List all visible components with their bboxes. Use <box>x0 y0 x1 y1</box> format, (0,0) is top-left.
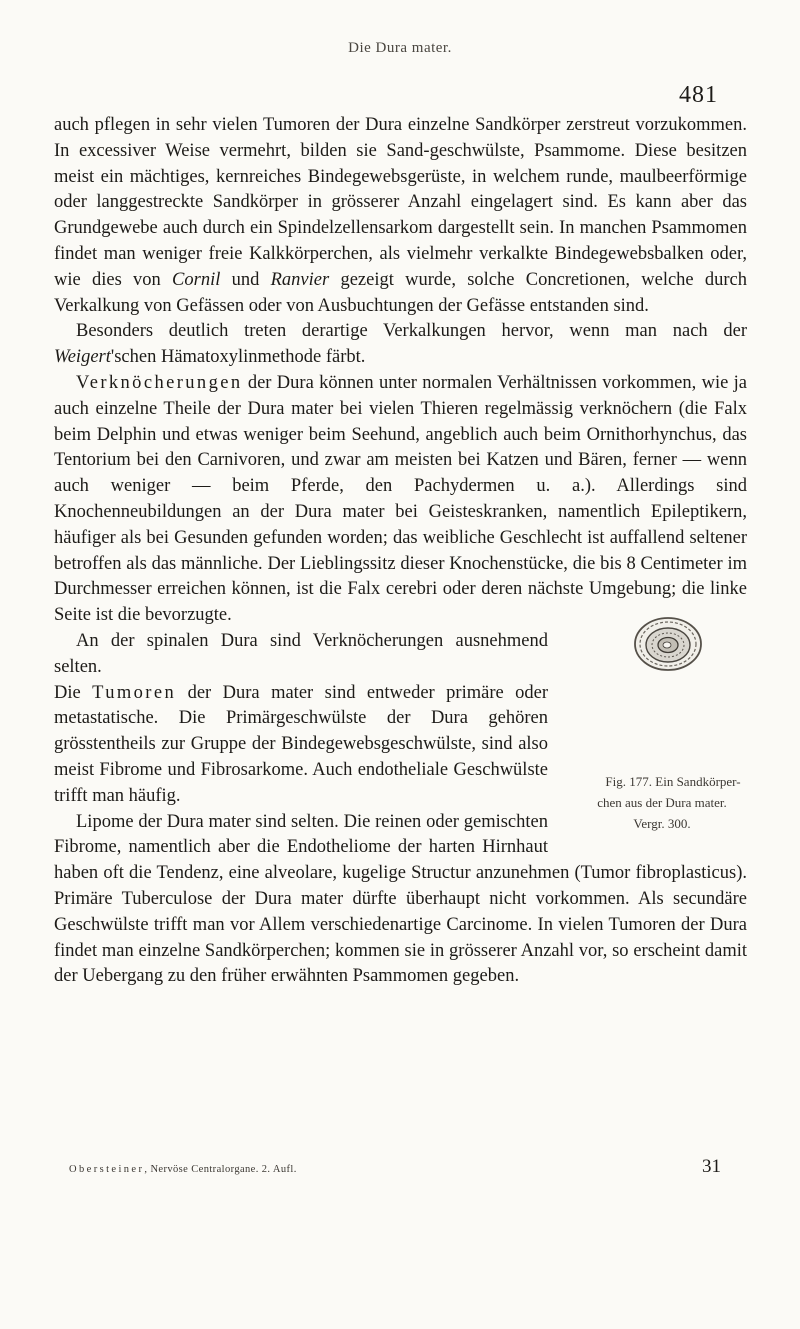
text-run: der Dura mater sind entweder primäre oder metastatische. Die Primärgeschwülste der Dura gehören grösstentheils zur Gruppe der Bindegewebsgeschwülste, sind also meist Fibrome und Fibrosarkome. Auch endotheliale Geschwülste trifft man häufig. <box>54 682 549 806</box>
paragraph: An der spinalen Dura sind Verknöcherungen ausnehmend selten. <box>54 630 548 677</box>
body-text <box>54 113 747 990</box>
figure-caption <box>562 771 762 834</box>
figure-177 <box>558 605 758 860</box>
signature-mark: 31 <box>702 1156 721 1177</box>
text-run: Die <box>54 682 93 703</box>
sand-grain-illustration-icon <box>632 615 704 673</box>
text-run: der Dura können unter normalen Verhältnissen vorkommen, wie ja auch einzelne Theile der Dura mater bei vielen Thieren regelmässig verknöchern (die Falx beim Delphin und etwas weniger beim Seehund, angeblich auch beim Ornithorhynchus, das Tentorium bei den Carnivoren, und zwar am meisten bei Katzen und Bären, ferner — wenn auch weniger — beim Pferde, den Pachydermen u. a.). Allerdings sind Knochenneubildungen an der Dura mater bei Geisteskranken, namentlich Epileptikern, häufiger als bei Gesunden gefunden worden; das weibliche Geschlecht ist auffallend seltener betroffen als das männliche. Der Lieblingssitz dieser Knochenstücke, die bis 8 Centimeter im Durchmesser erreichen können, ist die Falx cerebri oder deren nächste Umgebung; die linke Seite ist die bevorzugte. <box>54 372 747 626</box>
author-name-ranvier: Ranvier <box>270 269 330 290</box>
section-keyword-tumoren: Tumoren <box>92 682 177 703</box>
author-name-cornil: Cornil <box>172 269 221 290</box>
footer-book-info <box>69 1164 297 1175</box>
author-name-weigert: Weigert <box>54 347 111 368</box>
section-keyword-verknoecherungen: Verknöcherungen <box>76 372 243 393</box>
text-run: auch pflegen in sehr vielen Tumoren der Dura einzelne Sandkörper zerstreut vorzukommen. In excessiver Weise vermehrt, bilden sie Sand-geschwülste, Psammome. Diese besitzen meist ein mächtiges, kernreiches Bindegewebsgerüste, in welchem runde, maulbeerförmige oder langgestreckte Sandkörper in grösserer Anzahl eingelagert sind. Es kann aber das Grundgewebe auch durch ein Spindelzellensarkom dargestellt sein. In manchen Psammomen findet man weniger freie Kalkkörperchen, als vielmehr verkalkte Bindegewebsbalken oder, wie dies von <box>54 115 747 290</box>
text-run: 'schen Hämatoxylinmethode färbt. <box>110 347 366 368</box>
paragraph: Lipome der Dura mater sind selten. Die reinen oder gemischten Fibrome, namentlich aber die Endotheliome der harten Hirnhaut haben oft die Tendenz, eine alveolare, kugelige Structur anzunehmen (Tumor fibroplasticus). Primäre Tuberculose der Dura mater dürfte überhaupt nicht vorkommen. Als secundäre Geschwülste trifft man vor Allem verschiedenartige Carcinome. In vielen Tumoren der Dura findet man einzelne Sandkörperchen; kommen sie in grösserer Anzahl vor, so erscheint damit der Uebergang zu den früher erwähnten Psammomen gegeben. <box>54 811 747 987</box>
text-run: und <box>220 269 271 290</box>
page-number: 481 <box>679 82 718 108</box>
caption-line: Fig. 177. Ein Sandkörper- <box>605 774 741 790</box>
caption-line: chen aus der Dura mater. <box>597 795 727 811</box>
caption-line: Vergr. 300. <box>633 816 691 832</box>
paragraph <box>54 113 747 319</box>
paragraph <box>54 319 747 371</box>
running-title: Die Dura mater. <box>348 40 452 56</box>
footer-author: Obersteiner <box>69 1164 145 1175</box>
text-run: Besonders deutlich treten derartige Verkalkungen hervor, wenn man nach der <box>76 321 747 342</box>
footer-title: , Nervöse Centralorgane. 2. Aufl. <box>144 1164 297 1175</box>
text-run: gezeigt wurde, solche Concretionen, welche durch Verkalkung von Gefässen oder von Ausbuchtungen der Gefässe entstanden sind. <box>54 269 748 316</box>
